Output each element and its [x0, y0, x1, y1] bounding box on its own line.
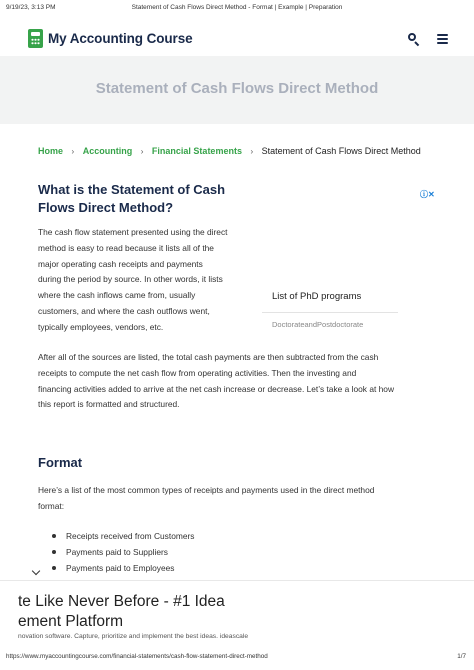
print-url: https://www.myaccountingcourse.com/financial-statements/cash-flow-statement-direct-method	[6, 653, 268, 660]
text-line: receipts to compute the net cash flow from operating activities. Then the investing and	[38, 367, 357, 378]
print-page-title: Statement of Cash Flows Direct Method - Format | Example | Preparation	[131, 4, 343, 11]
text-line: during the period by source. In other words, it lists	[38, 274, 223, 285]
text-line: After all of the sources are listed, the total cash payments are then subtracted from the cash	[38, 352, 379, 362]
heading-line: What is the Statement of Cash	[38, 182, 226, 197]
text-line: this report is formatted and structured.	[38, 399, 180, 410]
receipts-payments-list	[38, 528, 194, 576]
section-heading-what-is	[38, 181, 225, 217]
search-icon[interactable]	[407, 32, 421, 46]
list-item: Payments paid to Suppliers	[38, 544, 194, 560]
print-datetime: 9/19/23, 3:13 PM	[6, 4, 56, 11]
logo-text: My Accounting Course	[48, 31, 193, 46]
text-line: where the cash inflows came from, usually	[38, 290, 196, 301]
hamburger-menu-icon[interactable]	[437, 34, 448, 44]
breadcrumb-separator: ›	[71, 147, 75, 156]
text-line: format:	[38, 500, 65, 511]
print-page-number: 1/7	[457, 653, 466, 660]
ad-choices-icon[interactable]: ⓘ✕	[420, 190, 435, 199]
chevron-down-icon[interactable]	[28, 566, 46, 580]
breadcrumb-separator: ›	[250, 147, 254, 156]
breadcrumb-home[interactable]: Home	[38, 146, 64, 156]
summary-paragraph	[38, 350, 394, 413]
text-line: major operating cash receipts and payments	[38, 258, 203, 269]
breadcrumb-financial-statements[interactable]: Financial Statements	[151, 146, 242, 156]
bottom-ad-headline[interactable]: te Like Never Before - #1 Idea	[18, 593, 225, 610]
bottom-banner-ad[interactable]	[0, 580, 474, 646]
ad-title[interactable]: List of PhD programs	[272, 291, 362, 302]
text-line: customers, and where the cash outflows went,	[38, 305, 210, 316]
site-header	[28, 24, 448, 54]
breadcrumb	[38, 146, 421, 156]
print-header	[6, 4, 468, 14]
text-line: typically employees, vendors, etc.	[38, 321, 164, 332]
ad-subtitle[interactable]: DoctorateandPostdoctorate	[272, 320, 364, 329]
print-footer	[6, 653, 466, 663]
section-heading-format: Format	[38, 455, 83, 470]
list-item: Payments paid to Employees	[38, 560, 194, 576]
text-line: method is easy to read because it lists all of the	[38, 242, 214, 253]
breadcrumb-current: Statement of Cash Flows Direct Method	[261, 146, 421, 156]
bottom-ad-headline[interactable]: ement Platform	[18, 613, 124, 630]
heading-line: Flows Direct Method?	[38, 200, 174, 215]
ad-divider	[262, 312, 398, 313]
site-logo[interactable]	[28, 29, 193, 48]
intro-paragraph	[38, 225, 227, 336]
breadcrumb-accounting[interactable]: Accounting	[82, 146, 133, 156]
format-intro-paragraph	[38, 483, 374, 515]
text-line: financing activities added to arrive at the net cash increase or decrease. Let’s take a look at how	[38, 383, 394, 394]
sidebar-ad[interactable]	[262, 280, 398, 336]
hero-banner	[0, 56, 474, 124]
text-line: The cash flow statement presented using the direct	[38, 227, 228, 237]
bottom-ad-description: novation software. Capture, prioritize and implement the best ideas. ideascale	[18, 633, 249, 640]
header-actions	[407, 32, 448, 46]
list-item: Receipts received from Customers	[38, 528, 194, 544]
page-title: Statement of Cash Flows Direct Method	[95, 80, 379, 97]
text-line: Here’s a list of the most common types of receipts and payments used in the direct method	[38, 485, 375, 495]
calculator-icon	[28, 29, 43, 48]
breadcrumb-separator: ›	[140, 147, 144, 156]
